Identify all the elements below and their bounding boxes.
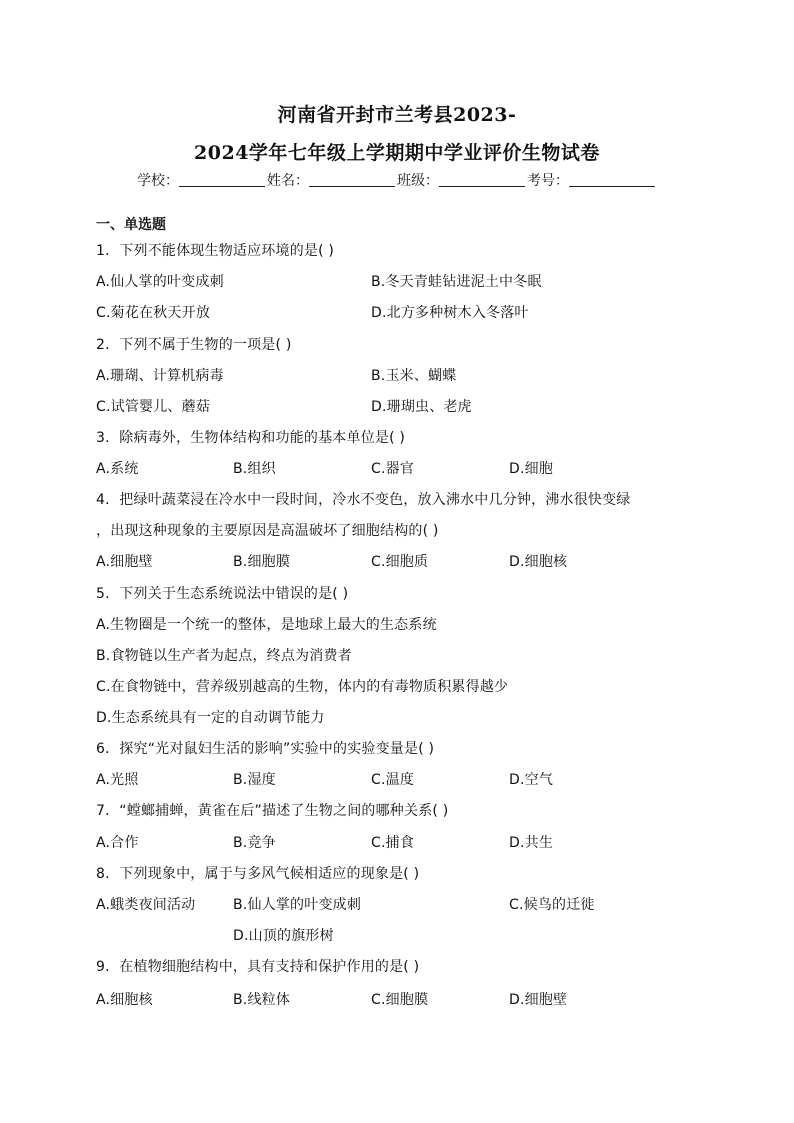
question-stem: 4．把绿叶蔬菜浸在冷水中一段时间，冷水不变色，放入沸水中几分钟，沸水很快变绿 bbox=[96, 492, 631, 508]
question-stem: 7．“螳螂捕蝉，黄雀在后”描述了生物之间的哪种关系( ) bbox=[96, 803, 449, 819]
question-option[interactable]: A.珊瑚、计算机病毒 bbox=[96, 368, 224, 384]
question-option[interactable]: C.试管婴儿、蘑菇 bbox=[96, 399, 211, 415]
question-option[interactable]: D.珊瑚虫、老虎 bbox=[371, 399, 472, 415]
school-label: 学校： bbox=[137, 173, 179, 189]
question-option[interactable]: C.细胞膜 bbox=[371, 992, 429, 1008]
question-option[interactable]: B.湿度 bbox=[233, 772, 276, 788]
question-option[interactable]: C.捕食 bbox=[371, 835, 415, 851]
question-stem: 3．除病毒外，生物体结构和功能的基本单位是( ) bbox=[96, 430, 406, 446]
question-option[interactable]: D.细胞核 bbox=[509, 554, 568, 570]
question-option[interactable]: A.光照 bbox=[96, 772, 139, 788]
question-option[interactable]: D.细胞 bbox=[509, 461, 554, 477]
question-option[interactable]: A.生物圈是一个统一的整体，是地球上最大的生态系统 bbox=[96, 617, 437, 633]
question-option[interactable]: B.竞争 bbox=[233, 835, 276, 851]
question-option[interactable]: A.系统 bbox=[96, 461, 139, 477]
section-heading: 一、单选题 bbox=[96, 217, 166, 233]
question-stem: 8．下列现象中，属于与多风气候相适应的现象是( ) bbox=[96, 866, 420, 882]
question-stem: 1．下列不能体现生物适应环境的是( ) bbox=[96, 243, 335, 259]
question-option[interactable]: A.合作 bbox=[96, 835, 139, 851]
question-stem: 5．下列关于生态系统说法中错误的是( ) bbox=[96, 586, 349, 602]
question-option[interactable]: C.候鸟的迁徙 bbox=[509, 897, 595, 913]
question-option[interactable]: C.菊花在秋天开放 bbox=[96, 305, 211, 321]
question-option[interactable]: C.细胞质 bbox=[371, 554, 429, 570]
question-option[interactable]: D.空气 bbox=[509, 772, 554, 788]
question-stem: 9．在植物细胞结构中，具有支持和保护作用的是( ) bbox=[96, 959, 420, 975]
question-option[interactable]: B.食物链以生产者为起点，终点为消费者 bbox=[96, 648, 352, 664]
question-option[interactable]: C.器官 bbox=[371, 461, 415, 477]
question-option[interactable]: D.山顶的旗形树 bbox=[233, 928, 334, 944]
question-option[interactable]: A.细胞壁 bbox=[96, 554, 153, 570]
question-option[interactable]: D.细胞壁 bbox=[509, 992, 568, 1008]
exam-no-blank[interactable] bbox=[569, 172, 655, 187]
question-option[interactable]: B.线粒体 bbox=[233, 992, 291, 1008]
question-option[interactable]: A.仙人掌的叶变成刺 bbox=[96, 274, 224, 290]
question-option[interactable]: B.细胞膜 bbox=[233, 554, 291, 570]
class-label: 班级： bbox=[397, 173, 439, 189]
question-option[interactable]: D.生态系统具有一定的自动调节能力 bbox=[96, 710, 325, 726]
question-option[interactable]: B.玉米、蝴蝶 bbox=[371, 368, 457, 384]
school-blank[interactable] bbox=[179, 172, 265, 187]
name-label: 姓名： bbox=[267, 173, 309, 189]
question-option[interactable]: B.仙人掌的叶变成刺 bbox=[233, 897, 362, 913]
question-option[interactable]: B.冬天青蛙钻进泥土中冬眠 bbox=[371, 274, 542, 290]
class-blank[interactable] bbox=[439, 172, 525, 187]
student-info-line bbox=[0, 170, 794, 190]
question-option[interactable]: C.在食物链中，营养级别越高的生物，体内的有毒物质积累得越少 bbox=[96, 679, 509, 695]
question-stem: 6．探究“光对鼠妇生活的影响”实验中的实验变量是( ) bbox=[96, 741, 435, 757]
question-option[interactable]: D.共生 bbox=[509, 835, 554, 851]
question-option[interactable]: C.温度 bbox=[371, 772, 415, 788]
question-option[interactable]: A.细胞核 bbox=[96, 992, 153, 1008]
question-option[interactable]: A.蛾类夜间活动 bbox=[96, 897, 196, 913]
question-stem: 2．下列不属于生物的一项是( ) bbox=[96, 337, 292, 353]
question-option[interactable]: D.北方多种树木入冬落叶 bbox=[371, 305, 529, 321]
exam-title-line2: 2024学年七年级上学期期中学业评价生物试卷 bbox=[194, 142, 600, 164]
exam-no-label: 考号： bbox=[527, 173, 569, 189]
question-option[interactable]: B.组织 bbox=[233, 461, 276, 477]
exam-title-line1: 河南省开封市兰考县2023- bbox=[277, 104, 517, 126]
name-blank[interactable] bbox=[309, 172, 395, 187]
question-stem-continued: ，出现这种现象的主要原因是高温破坏了细胞结构的( ) bbox=[96, 523, 439, 539]
